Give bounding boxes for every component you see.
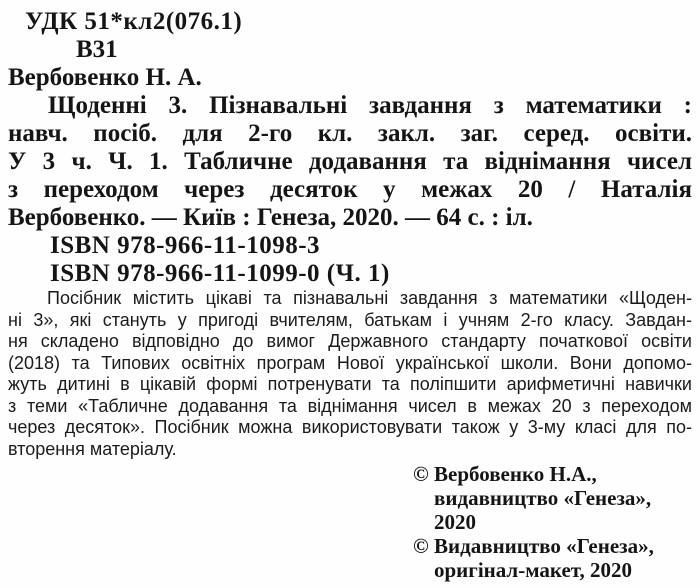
annotation-line: (2018) та Типових освітніх програм Нової української школи. Вони допомо- xyxy=(8,352,692,373)
annotation-line: жуть дитині в цікавій формі потренувати та поліпшити арифметичні навички xyxy=(8,374,692,394)
copyright-entry-author xyxy=(413,462,700,534)
copyright-line: Вербовенко Н.А., xyxy=(434,462,597,486)
biblio-line: Вербовенко. — Київ : Генеза, 2020. — 64 с. : іл. xyxy=(8,204,533,231)
copyright-line: 2020 xyxy=(434,510,476,534)
copyright-symbol: © xyxy=(413,534,429,558)
copyright-symbol: © xyxy=(413,462,429,486)
copyright-line: оригінал-макет, 2020 xyxy=(434,558,633,582)
bbk-author-code: В31 xyxy=(76,36,118,63)
annotation-line: з теми «Табличне додавання та віднімання чисел в межах 20 з переходом xyxy=(8,395,692,416)
biblio-line: навч. посіб. для 2-го кл. закл. заг. серед. освіти. xyxy=(8,120,692,147)
annotation-paragraph xyxy=(8,288,692,460)
annotation-line: вторення матеріалу. xyxy=(8,438,177,459)
biblio-line: Щоденні 3. Пізнавальні завдання з математики : xyxy=(48,92,692,119)
biblio-line: з переходом через десяток у межах 20 / Наталія xyxy=(8,176,692,203)
copyright-line: видавництво «Генеза», xyxy=(434,486,652,510)
isbn-part-series: ISBN 978-966-11-1098-3 xyxy=(50,232,321,259)
author-name: Вербовенко Н. А. xyxy=(8,64,202,91)
annotation-line: ні 3», які стануть у пригоді вчителям, батькам і учням 2-го класу. Завдан- xyxy=(8,309,692,330)
annotation-line: Посібник містить цікаві та пізнавальні завдання з математики «Щоден- xyxy=(47,288,692,308)
copyright-entry-publisher xyxy=(413,534,700,582)
copyright-line: Видавництво «Генеза», xyxy=(434,534,654,558)
isbn-part-one: ISBN 978-966-11-1099-0 (Ч. 1) xyxy=(50,260,390,287)
annotation-line: через десяток». Посібник можна використовувати також у 3-му класі для по- xyxy=(8,417,692,437)
copyright-block xyxy=(413,462,700,582)
biblio-line: У 3 ч. Ч. 1. Табличне додавання та віднімання чисел xyxy=(8,148,692,175)
annotation-line: ня складено відповідно до вимог Державного стандарту початкової освіти xyxy=(8,331,692,351)
udk-classification: УДК 51*кл2(076.1) xyxy=(25,8,243,35)
bibliographic-description xyxy=(8,92,692,232)
